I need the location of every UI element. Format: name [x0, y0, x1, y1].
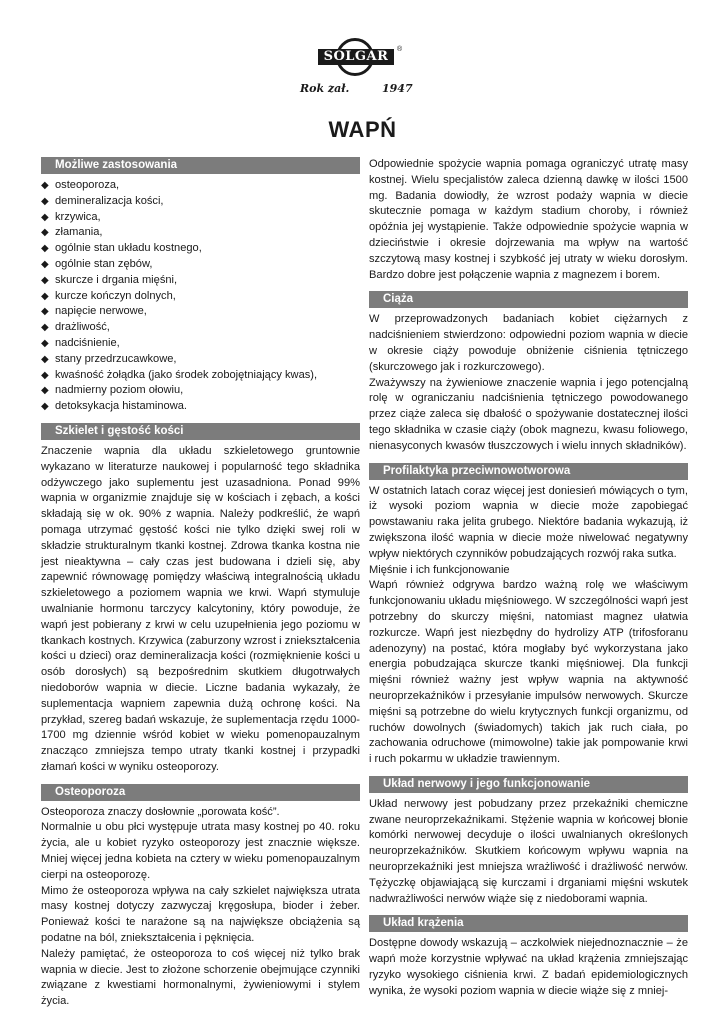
paragraph: Zważywszy na żywieniowe znaczenie wapnia i jego potencjalną rolę w ograniczaniu nadciśnienia tętniczego powodowanego przez ciąże zaleca się dbałość o spożywanie dostatecznej ilości tego składnika w czasie ciąży (obok magnezu, kwasu foliowego, nienasyconych kwasów tłuszczowych i wielu innych składników).	[369, 376, 688, 452]
list-item-text: osteoporoza,	[55, 179, 120, 191]
logo-brand-text: SOLGAR	[323, 49, 389, 64]
list-item-text: napięcie nerwowe,	[55, 305, 147, 318]
paragraph: Odpowiednie spożycie wapnia pomaga ograniczyć utratę masy kostnej. Wielu specjalistów zaleca dzienną dawkę w ilości 1500 mg. Badania dowiodły, że wzrost podaży wapnia w diecie skutecznie pomaga w każdym stadium choroby, i również opóźnia jej wystąpienie. Także odpowiednie spożycie wapnia w dzieciństwie i okresie dojrzewania ma wpływ na wartość szczytową masy kostnej i szybkość jej utraty w wieku dorosłym. Bardzo dobre jest połączenie wapnia z magnezem i borem.	[369, 158, 688, 281]
list-item-text: nadciśnienie,	[55, 336, 120, 349]
section-osteoporosis	[41, 784, 360, 1010]
diamond-bullet-icon: ◆	[41, 274, 49, 286]
list-item	[41, 178, 360, 194]
list-item	[41, 368, 360, 384]
diamond-bullet-icon: ◆	[41, 337, 49, 349]
list-item-text: drażliwość,	[55, 321, 110, 334]
list-item	[41, 257, 360, 273]
logo-established-year: 1947	[382, 82, 413, 95]
list-item	[41, 336, 360, 352]
logo-registered-mark: ®	[397, 46, 403, 53]
diamond-bullet-icon: ◆	[41, 353, 49, 365]
list-item	[41, 273, 360, 289]
list-item-text: złamania,	[55, 226, 103, 239]
list-item-text: stany przedrzucawkowe,	[55, 352, 177, 365]
diamond-bullet-icon: ◆	[41, 385, 49, 397]
diamond-bullet-icon: ◆	[41, 369, 49, 381]
section-heading: Profilaktyka przeciwnowotworowa	[369, 463, 688, 480]
list-item	[41, 383, 360, 399]
list-item-text: demineralizacja kości,	[55, 194, 164, 207]
subheading-muscles: Mięśnie i ich funkcjonowanie	[369, 563, 510, 576]
diamond-bullet-icon: ◆	[41, 195, 49, 207]
list-item-text: krzywica,	[55, 210, 101, 223]
section-nervous-system	[369, 776, 688, 908]
list-item-text: nadmierny poziom ołowiu,	[55, 384, 184, 397]
paragraph: Dostępne dowody wskazują – aczkolwiek niejednoznacznie – że wapń może korzystnie wpływać na układ krążenia zmniejszając ryzyko wysokiego ciśnienia krwi. Z badań epidemiologicznych wynika, że wysoki poziom wapnia w diecie wiąże się z mniej-	[369, 937, 688, 997]
list-item	[41, 320, 360, 336]
section-heading: Ciąża	[369, 291, 688, 308]
paragraph: Mimo że osteoporoza wpływa na cały szkielet największa utrata masy kostnej dotyczy zazwyczaj kręgosłupa, bioder i żeber. Ponieważ kości te narażone są na największe obciążenia są podatne na ból, zniekształcenia i pęknięcia.	[41, 884, 360, 945]
diamond-bullet-icon: ◆	[41, 322, 49, 334]
list-item	[41, 399, 360, 415]
solgar-logo	[300, 38, 413, 98]
list-item	[41, 225, 360, 241]
list-item	[41, 194, 360, 210]
list-item	[41, 352, 360, 368]
paragraph: Znaczenie wapnia dla układu szkieletowego gruntownie wykazano w literaturze naukowej i popularność tego składnika odżywczego jako suplementu jest uzasadniona. Ponad 99% wapnia w organizmie znajduje się w kościach i zębach, a kości składają się w ok. 90% z wapnia. Należy podkreślić, że wapń pomaga utrzymać gęstość kości nie tylko dzięki swej roli w składzie strukturalnym tkanki kostnej. Zdrowa tkanka kostna nie jest nieaktywna – cały czas jest budowana i dzieli się, aby zapewnić równowagę pomiędzy właściwą integralnością układu szkieletowego a poziomem wapnia we krwi. Wapń stymuluje uwalnianie hormonu tarczycy kalcytoniny, który powoduje, że wapń jest pobierany z krwi w celu uzupełnienia jego poziomu w tkankach kostnych. Krzywica (zaburzony wzrost i zniekształcenia kości u dzieci) oraz demineralizacja kości (rozmięknienie kości u osób dorosłych) są bezpośrednim skutkiem długotrwałych niedoborów wapnia w diecie. Liczne badania wykazały, że suplementacja wapniem zapewnia dużą ochronę kości. Na przykład, szereg badań wskazuje, że suplementacja rzędu 1000-1700 mg dziennie wśród kobiet w wieku pomenopauzalnym znacząco zmniejsza tempo utraty tkanki kostnej i przypadki złamań kości w wyniku osteoporozy.	[41, 444, 360, 773]
diamond-bullet-icon: ◆	[41, 401, 49, 413]
right-column	[369, 157, 688, 1008]
diamond-bullet-icon: ◆	[41, 306, 49, 318]
section-circulatory	[369, 915, 688, 999]
list-item-text: detoksykacja histaminowa.	[55, 400, 187, 413]
section-possible-uses	[41, 157, 360, 415]
paragraph: W przeprowadzonych badaniach kobiet ciężarnych z nadciśnieniem stwierdzono: odpowiedni poziom wapnia w diecie w okresie ciąży powoduje obniżenie ciśnienia tętniczego (skurczowego jak i rozkurczowego).	[369, 313, 688, 373]
section-intro	[369, 157, 688, 283]
list-item-text: ogólnie stan zębów,	[55, 257, 153, 270]
diamond-bullet-icon: ◆	[41, 243, 49, 255]
uses-list	[41, 178, 360, 415]
list-item	[41, 241, 360, 257]
section-heading: Układ nerwowy i jego funkcjonowanie	[369, 776, 688, 793]
left-column	[41, 157, 360, 1018]
paragraph: Normalnie u obu płci występuje utrata masy kostnej po 40. roku życia, ale u kobiet ryzyko osteoporozy jest znacznie większe. Mniej więcej jedna kobieta na cztery w wieku pomenopauzalnym cierpi na osteoporozę.	[41, 821, 360, 881]
diamond-bullet-icon: ◆	[41, 227, 49, 239]
diamond-bullet-icon: ◆	[41, 290, 49, 302]
list-item	[41, 304, 360, 320]
section-pregnancy	[369, 291, 688, 454]
diamond-bullet-icon: ◆	[41, 180, 49, 191]
list-item-text: ogólnie stan układu kostnego,	[55, 242, 202, 255]
section-heading: Układ krążenia	[369, 915, 688, 932]
section-heading: Osteoporoza	[41, 784, 360, 801]
paragraph: Należy pamiętać, że osteoporoza to coś więcej niż tylko brak wapnia w diecie. Jest to złożone schorzenie obejmujące czynniki związane z kwestiami hormonalnymi, żywieniowymi i stylem życia.	[41, 947, 360, 1008]
logo-established-label: Rok zał.	[300, 82, 350, 95]
section-heading: Możliwe zastosowania	[41, 157, 360, 174]
page-title: WAPŃ	[328, 117, 397, 142]
paragraph: Układ nerwowy jest pobudzany przez przekaźniki chemiczne zwane neuroprzekaźnikami. Stężenie wapnia w końcowej błonie komórki nerwowej decyduje o ilości uwalnianych określonych neuroprzekaźników. Skutkiem końcowym wpływu wapnia na neuroprzekaźniki jest mniejsza wrażliwość i drażliwość nerwów. Tężyczkę objawiającą się kurczami i drganiami mięśni wskutek nadwrażliwości nerwów wiąże się z niedoborami wapnia.	[369, 797, 688, 905]
paragraph: Osteoporoza znaczy dosłownie „porowata kość”.	[41, 805, 280, 818]
section-skeleton	[41, 423, 360, 776]
list-item	[41, 210, 360, 226]
paragraph: Wapń również odgrywa bardzo ważną rolę we właściwym funkcjonowaniu układu mięśniowego. W szczególności wapń jest potrzebny do skurczy mięśni, natomiast magnez ułatwia rozkurcze. Wapń jest niezbędny do hydrolizy ATP (trifosforanu adenozyny) na postać, która mogłaby być wykorzystana jako energia pobudzająca skurcze tkanki mięśniowej. Dla funkcji mięśni również ważny jest wpływ wapnia na aktywność neuroprzekaźników i przesyłanie impulsów nerwowych. Skurcze mięśni są potrzebne do wielu krytycznych funkcji organizmu, od ruchów dowolnych (świadomych) takich jak ruch ciała, po zachowania odruchowe (mimowolne) takie jak pompowanie krwi i ruch pokarmu w układzie trawiennym.	[369, 579, 688, 766]
section-heading: Szkielet i gęstość kości	[41, 423, 360, 440]
diamond-bullet-icon: ◆	[41, 211, 49, 223]
diamond-bullet-icon: ◆	[41, 258, 49, 270]
list-item-text: skurcze i drgania mięśni,	[55, 273, 178, 286]
list-item-text: kwaśność żołądka (jako środek zobojętniający kwas),	[55, 368, 318, 381]
list-item-text: kurcze kończyn dolnych,	[55, 289, 176, 302]
paragraph: W ostatnich latach coraz więcej jest doniesień mówiących o tym, iż wysoki poziom wapnia w diecie może zapobiegać powstawaniu raka jelita grubego. Niektóre badania wykazują, iż zwiększona ilość wapnia w diecie może niwelować negatywny wpływ niektórych czynników pobudzających rozwój raka sutka.	[369, 484, 688, 560]
section-cancer-prevention	[369, 463, 688, 768]
list-item	[41, 289, 360, 305]
